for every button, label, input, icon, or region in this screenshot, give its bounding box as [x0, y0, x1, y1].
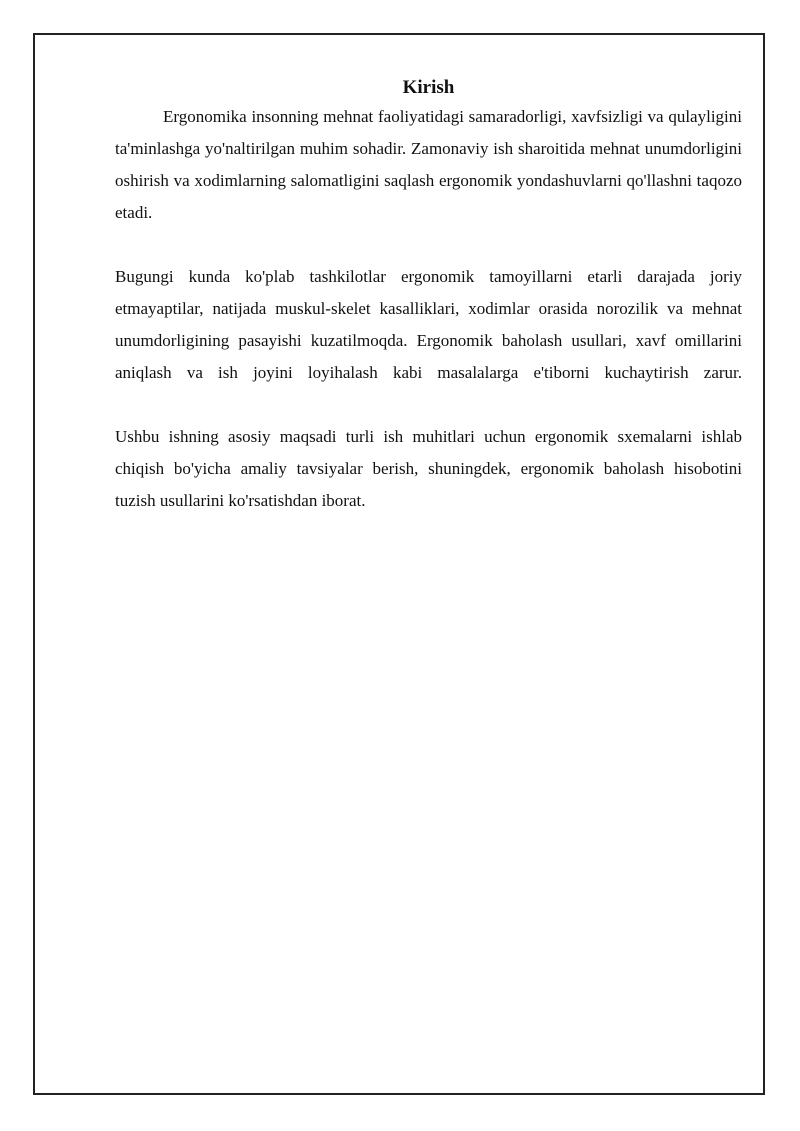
- document-title: Kirish: [402, 77, 455, 98]
- document-body: [115, 75, 742, 517]
- paragraph-spacer: [115, 389, 742, 421]
- paragraph-spacer: [115, 229, 742, 261]
- paragraph-goal: Ushbu ishning asosiy maqsadi turli ish muhitlari uchun ergonomik sxemalarni ishlab chiqish bo'yicha amaliy tavsiyalar berish, shuningdek, ergonomik baholash hisobotini tuzish usullarini ko'rsatishdan iborat.: [115, 427, 742, 510]
- paragraph-problem: Bugungi kunda ko'plab tashkilotlar ergonomik tamoyillarni etarli darajada joriy etmayaptilar, natijada muskul-skelet kasalliklari, xodimlar orasida norozilik va mehnat unumdorligining pasayishi kuzatilmoqda. Ergonomik baholash usullari, xavf omillarini aniqlash va ish joyini loyihalash kabi masalalarga e'tiborni kuchaytirish zarur.: [115, 267, 742, 382]
- paragraph-intro: Ergonomika insonning mehnat faoliyatidagi samaradorligi, xavfsizligi va qulayligini ta'minlashga yo'naltirilgan muhim sohadir. Zamonaviy ish sharoitida mehnat unumdorligini oshirish va xodimlarning salomatligini saqlash ergonomik yondashuvlarni qo'llashni taqozo etadi.: [115, 107, 742, 222]
